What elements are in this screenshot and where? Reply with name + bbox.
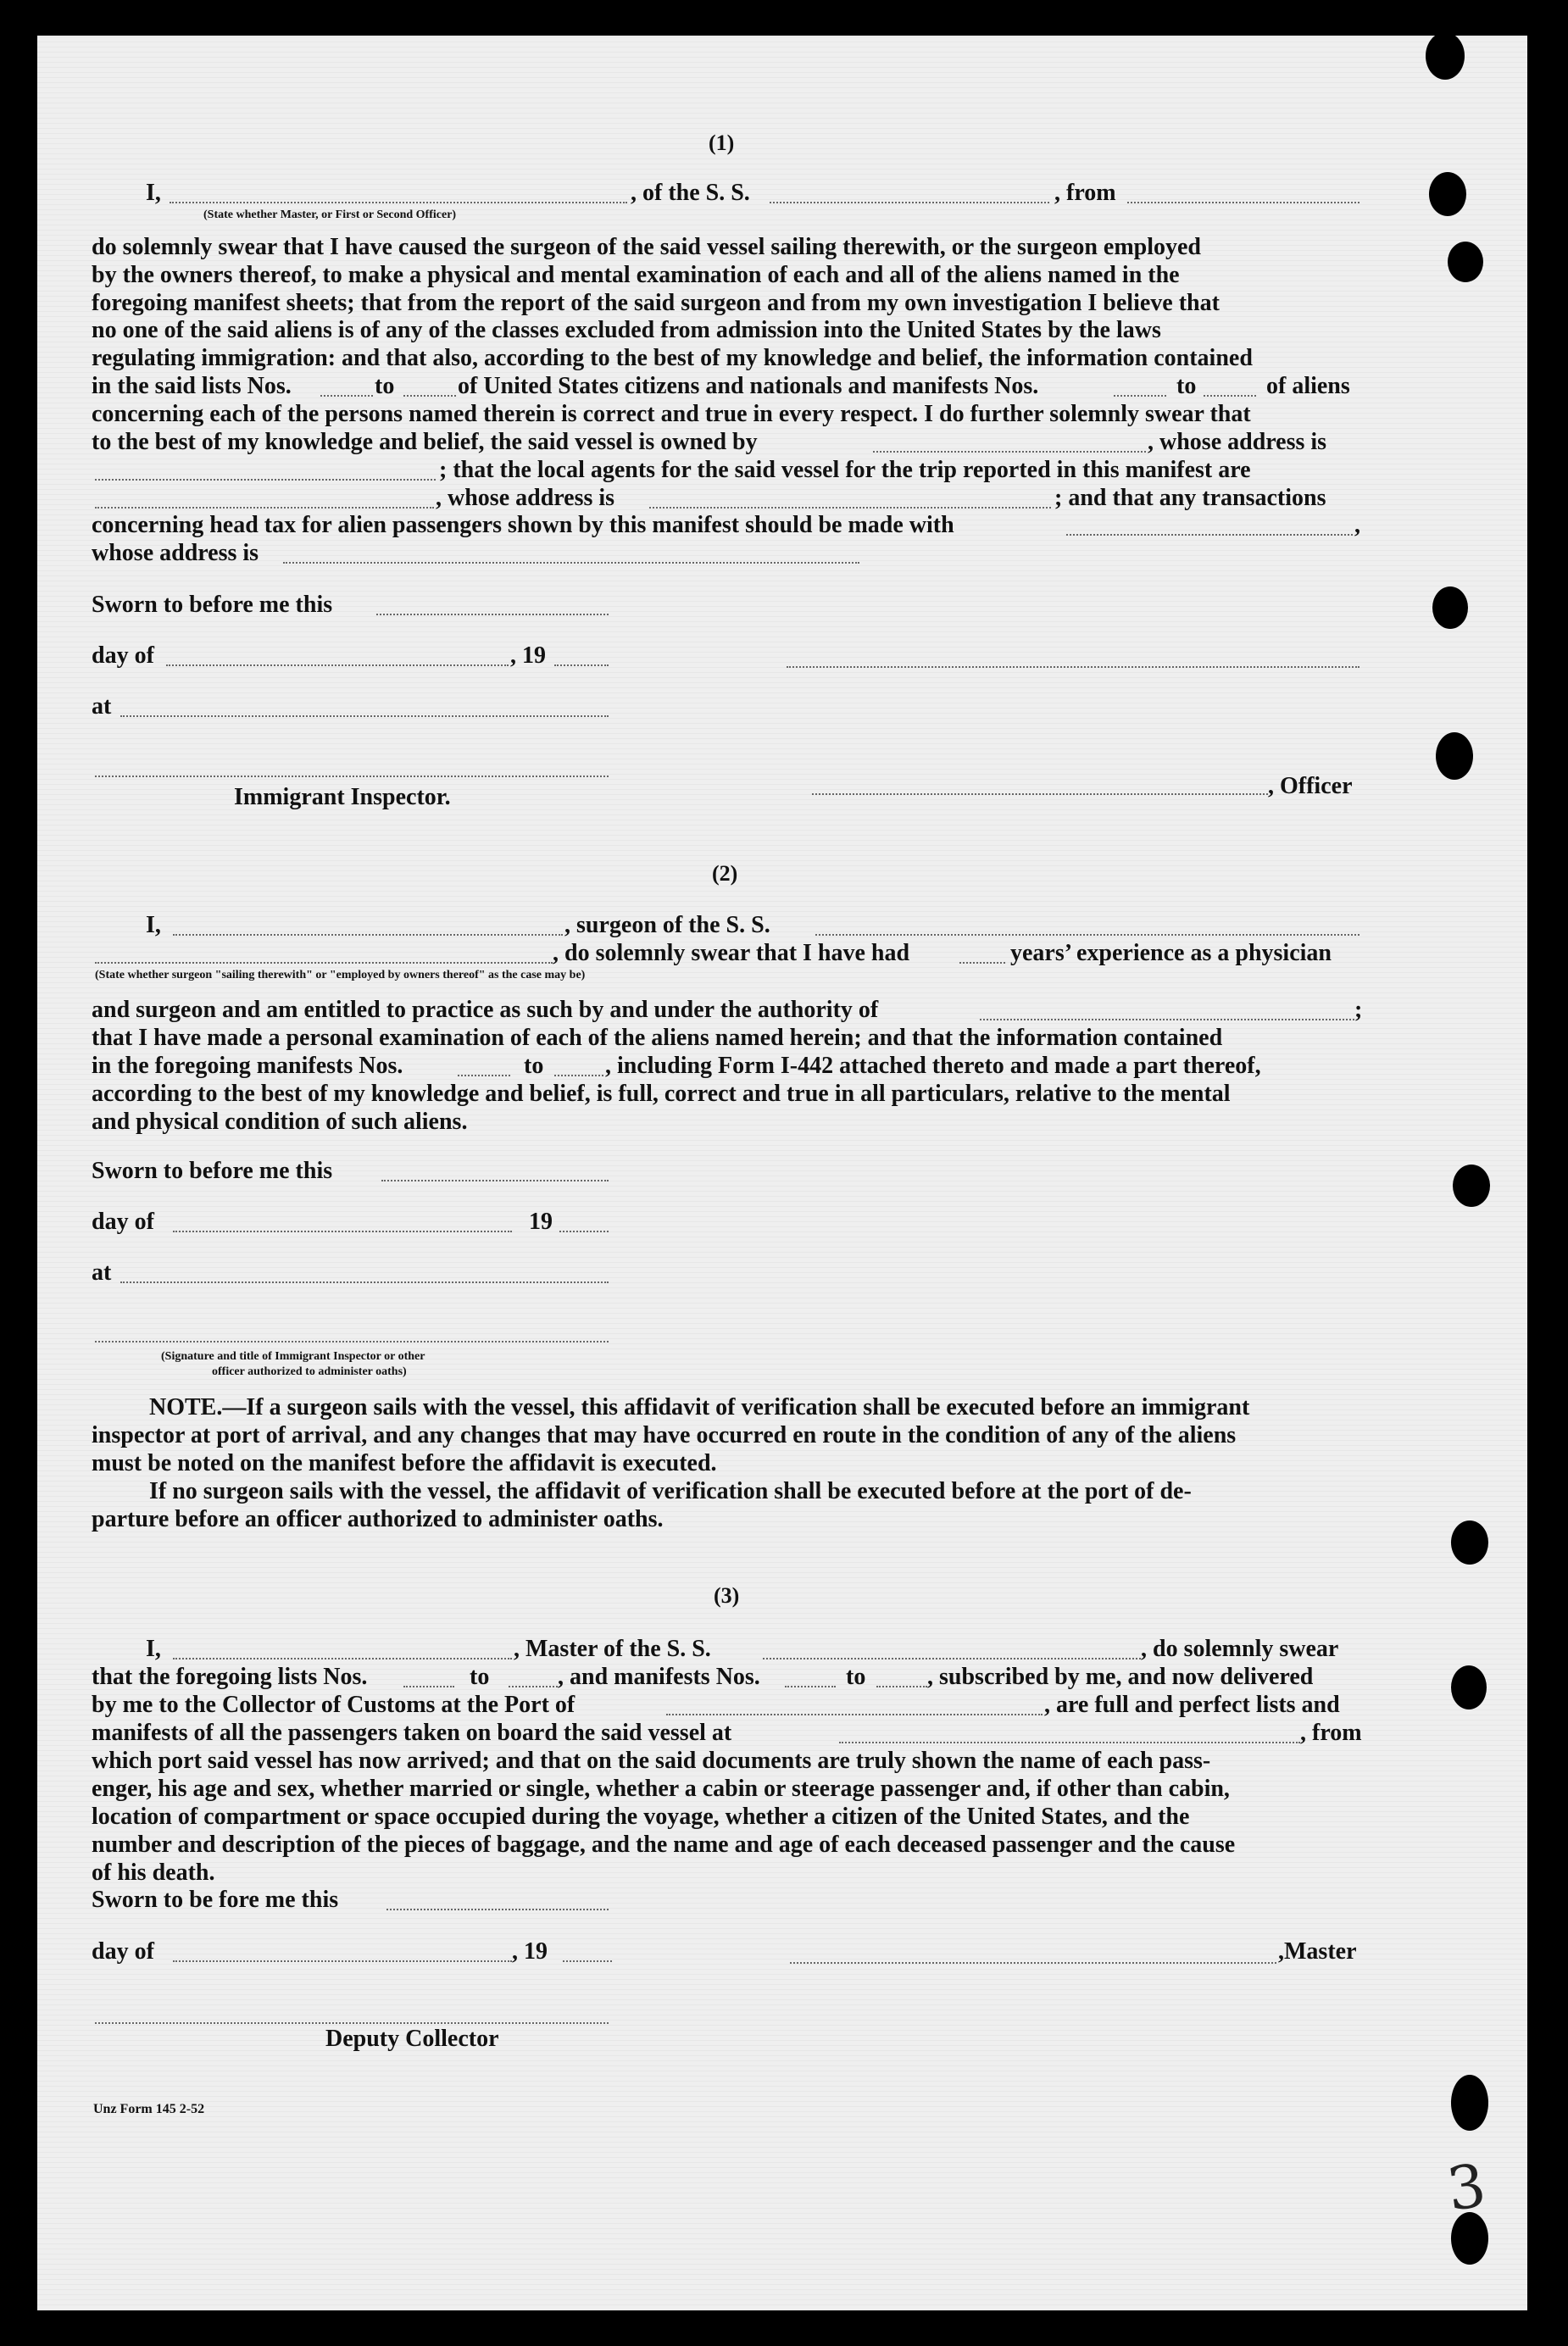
s3-taken-on-board: manifests of all the passengers taken on board the said vessel at <box>92 1720 732 1746</box>
s1-officer-sig-blank-top[interactable] <box>787 666 1359 668</box>
s1-owner-blank[interactable] <box>873 451 1146 453</box>
s2-sig-note-1: (Signature and title of Immigrant Inspector or other <box>161 1350 425 1363</box>
s1-body-line: regulating immigration: and that also, according to the best of my knowledge and belief, the information contained <box>92 345 1253 371</box>
section-3-number: (3) <box>714 1583 740 1608</box>
s3-subscribed: , subscribed by me, and now delivered <box>927 1664 1314 1690</box>
s3-master-name-blank[interactable] <box>173 1658 512 1659</box>
s3-day-of: day of <box>92 1938 154 1965</box>
binder-hole <box>1451 1665 1487 1709</box>
s1-owned-by: to the best of my knowledge and belief, the said vessel is owned by <box>92 429 758 455</box>
section-2-number: (2) <box>712 861 738 886</box>
s3-deputy-collector: Deputy Collector <box>325 2026 499 2052</box>
s1-day-of: day of <box>92 642 154 669</box>
s3-body-line: which port said vessel has now arrived; and that on the said documents are truly shown the name of each pass- <box>92 1748 1211 1774</box>
binder-hole <box>1448 242 1483 282</box>
s3-body-line: location of compartment or space occupied during the voyage, whether a citizen of the United States, and the <box>92 1804 1190 1830</box>
s1-officer: , Officer <box>1268 773 1353 799</box>
s1-to: to <box>1176 373 1197 399</box>
s1-head-tax: concerning head tax for alien passengers shown by this manifest should be made with <box>92 512 954 538</box>
s1-officer-sig-blank[interactable] <box>812 793 1268 795</box>
s2-surgeon-type-blank[interactable] <box>95 962 553 964</box>
s1-whose-address-2: , whose address is <box>436 485 615 511</box>
binder-hole <box>1436 732 1473 780</box>
s3-deputy-sig-blank[interactable] <box>95 2022 609 2024</box>
s1-head-tax-blank[interactable] <box>1066 534 1353 536</box>
s3-body-line: of his death. <box>92 1860 215 1886</box>
s1-immigrant-inspector: Immigrant Inspector. <box>234 784 451 810</box>
s1-at: at <box>92 693 112 720</box>
s1-day-blank[interactable] <box>166 664 509 666</box>
s2-manifests-from-blank[interactable] <box>458 1075 510 1076</box>
s3-port-blank[interactable] <box>666 1714 1043 1715</box>
s3-manifests-to-blank[interactable] <box>876 1686 927 1687</box>
s1-body-line: do solemnly swear that I have caused the surgeon of the said vessel sailing therewith, or the surgeon employed <box>92 234 1201 260</box>
s1-line-i: I, <box>146 180 161 206</box>
s1-comma: , <box>1354 512 1360 538</box>
binder-hole <box>1451 1520 1488 1565</box>
s3-line-i: I, <box>146 1636 161 1662</box>
s3-lists-nos: that the foregoing lists Nos. <box>92 1664 368 1690</box>
s1-from: , from <box>1054 180 1116 206</box>
s1-inspector-sig-blank[interactable] <box>95 776 609 777</box>
handwritten-page-mark: 3 <box>1443 2150 1491 2225</box>
s1-officer-blank[interactable] <box>170 202 627 203</box>
s2-sworn: Sworn to before me this <box>92 1158 333 1184</box>
s2-form-i442: , including Form I-442 attached thereto and made a part thereof, <box>605 1053 1261 1079</box>
binder-hole <box>1426 32 1465 80</box>
s1-lists-to-blank[interactable] <box>403 395 456 397</box>
s1-at-blank[interactable] <box>120 715 609 717</box>
s2-at: at <box>92 1259 112 1286</box>
s3-master-of-ss: , Master of the S. S. <box>514 1636 711 1662</box>
s2-year-19: 19 <box>529 1209 553 1235</box>
s3-lists-from-blank[interactable] <box>403 1686 454 1687</box>
s1-local-agents: ; that the local agents for the said vessel for the trip reported in this manifest are <box>439 457 1251 483</box>
s2-day-blank[interactable] <box>173 1231 512 1232</box>
s2-body-line: that I have made a personal examination of each of the aliens named herein; and that the information contained <box>92 1025 1223 1051</box>
s3-port-departure-blank[interactable] <box>839 1742 1300 1743</box>
s3-day-blank[interactable] <box>173 1960 512 1962</box>
s1-lists-nos: in the said lists Nos. <box>92 373 292 399</box>
s1-lists-from-blank[interactable] <box>320 395 373 397</box>
s2-manifests-nos: in the foregoing manifests Nos. <box>92 1053 403 1079</box>
s2-year-blank[interactable] <box>559 1231 609 1232</box>
s2-manifests-to-blank[interactable] <box>554 1075 603 1076</box>
s1-sworn: Sworn to before me this <box>92 592 333 618</box>
s1-from-blank[interactable] <box>1127 202 1359 203</box>
s1-to: to <box>375 373 395 399</box>
s3-ship-blank[interactable] <box>763 1658 1141 1659</box>
s2-authority: and surgeon and am entitled to practice as such by and under the authority of <box>92 997 879 1023</box>
s3-year-blank[interactable] <box>563 1960 612 1962</box>
s2-surgeon-of-ss: , surgeon of the S. S. <box>564 912 770 938</box>
s3-to-2: to <box>846 1664 866 1690</box>
s2-semicolon: ; <box>1354 997 1363 1023</box>
s2-authority-blank[interactable] <box>980 1019 1354 1020</box>
s1-head-tax-address-blank[interactable] <box>283 562 859 564</box>
binder-hole <box>1429 172 1466 216</box>
s2-note-line: inspector at port of arrival, and any changes that may have occurred en route in the condition of any of the aliens <box>92 1422 1237 1448</box>
s3-from: , from <box>1300 1720 1362 1746</box>
s3-year-19: , 19 <box>512 1938 548 1965</box>
s2-line-i: I, <box>146 912 161 938</box>
s2-at-blank[interactable] <box>120 1281 609 1283</box>
s2-body-line: and physical condition of such aliens. <box>92 1109 468 1135</box>
s2-signature-blank[interactable] <box>95 1341 609 1343</box>
s2-note-line: NOTE.—If a surgeon sails with the vessel, this affidavit of verification shall be executed before an immigrant <box>149 1394 1250 1420</box>
s1-officer-note: (State whether Master, or First or Second Officer) <box>203 208 457 221</box>
s1-body-line: no one of the said aliens is of any of the classes excluded from admission into the United States by the laws <box>92 317 1161 343</box>
s3-master-sig-blank[interactable] <box>790 1962 1276 1964</box>
s3-full-perfect: , are full and perfect lists and <box>1044 1692 1340 1718</box>
s3-manifests-nos: , and manifests Nos. <box>558 1664 760 1690</box>
s1-citizens-manifests: of United States citizens and nationals and manifests Nos. <box>458 373 1039 399</box>
s1-sworn-blank[interactable] <box>376 614 609 615</box>
s2-surgeon-note: (State whether surgeon "sailing therewith" or "employed by owners thereof" as the case may be) <box>95 969 586 981</box>
s1-year-blank[interactable] <box>554 664 609 666</box>
s1-manifests-to-blank[interactable] <box>1204 395 1256 397</box>
s3-body-line: enger, his age and sex, whether married or single, whether a cabin or steerage passenger and, if other than cabin, <box>92 1776 1230 1802</box>
s2-note-line: parture before an officer authorized to administer oaths. <box>92 1506 664 1532</box>
s3-body-line: number and description of the pieces of baggage, and the name and age of each deceased passenger and the cause <box>92 1832 1236 1858</box>
s3-sworn-blank[interactable] <box>386 1909 609 1910</box>
s3-solemnly-swear: , do solemnly swear <box>1141 1636 1339 1662</box>
s1-year-19: , 19 <box>510 642 546 669</box>
s2-note-line: must be noted on the manifest before the affidavit is executed. <box>92 1450 717 1476</box>
s2-years-blank[interactable] <box>959 962 1005 964</box>
s1-body-line: concerning each of the persons named therein is correct and true in every respect. I do further solemnly swear that <box>92 401 1251 427</box>
s2-surgeon-name-blank[interactable] <box>173 934 563 936</box>
s2-years-experience: years’ experience as a physician <box>1010 940 1332 966</box>
s1-body-line: by the owners thereof, to make a physical and mental examination of each and all of the aliens named in the <box>92 262 1180 288</box>
s3-collector: by me to the Collector of Customs at the Port of <box>92 1692 575 1718</box>
s1-agents-address-blank[interactable] <box>649 507 1051 509</box>
s1-manifests-from-blank[interactable] <box>1114 395 1166 397</box>
s1-of-ss: , of the S. S. <box>631 180 750 206</box>
s3-sworn: Sworn to be fore me this <box>92 1887 339 1913</box>
s3-manifests-from-blank[interactable] <box>785 1686 836 1687</box>
s2-note-line: If no surgeon sails with the vessel, the affidavit of verification shall be executed before at the port of de- <box>149 1478 1192 1504</box>
s2-to: to <box>524 1053 544 1079</box>
s1-whose-address-3: whose address is <box>92 540 259 566</box>
s2-solemnly-swear: , do solemnly swear that I have had <box>553 940 910 966</box>
s2-body-line: according to the best of my knowledge and belief, is full, correct and true in all particulars, relative to the mental <box>92 1081 1231 1107</box>
s1-ship-blank[interactable] <box>770 202 1049 203</box>
s3-lists-to-blank[interactable] <box>509 1686 558 1687</box>
s3-master: ,Master <box>1278 1938 1357 1965</box>
s2-day-of: day of <box>92 1209 154 1235</box>
binder-hole <box>1451 2075 1488 2131</box>
s2-ship-blank[interactable] <box>815 934 1359 936</box>
s1-agents-blank[interactable] <box>95 507 434 509</box>
s3-to: to <box>470 1664 490 1690</box>
binder-hole <box>1453 1165 1490 1207</box>
s2-sig-note-2: officer authorized to administer oaths) <box>212 1365 407 1378</box>
s1-of-aliens: of aliens <box>1266 373 1350 399</box>
form-id: Unz Form 145 2-52 <box>93 2102 205 2116</box>
s2-sworn-blank[interactable] <box>381 1180 609 1181</box>
s1-transactions: ; and that any transactions <box>1054 485 1326 511</box>
section-1-number: (1) <box>709 131 735 155</box>
binder-hole <box>1432 586 1468 629</box>
s1-owner-address-blank[interactable] <box>95 479 436 481</box>
s1-body-line: foregoing manifest sheets; that from the report of the said surgeon and from my own investigation I believe that <box>92 290 1220 316</box>
s1-whose-address: , whose address is <box>1148 429 1327 455</box>
